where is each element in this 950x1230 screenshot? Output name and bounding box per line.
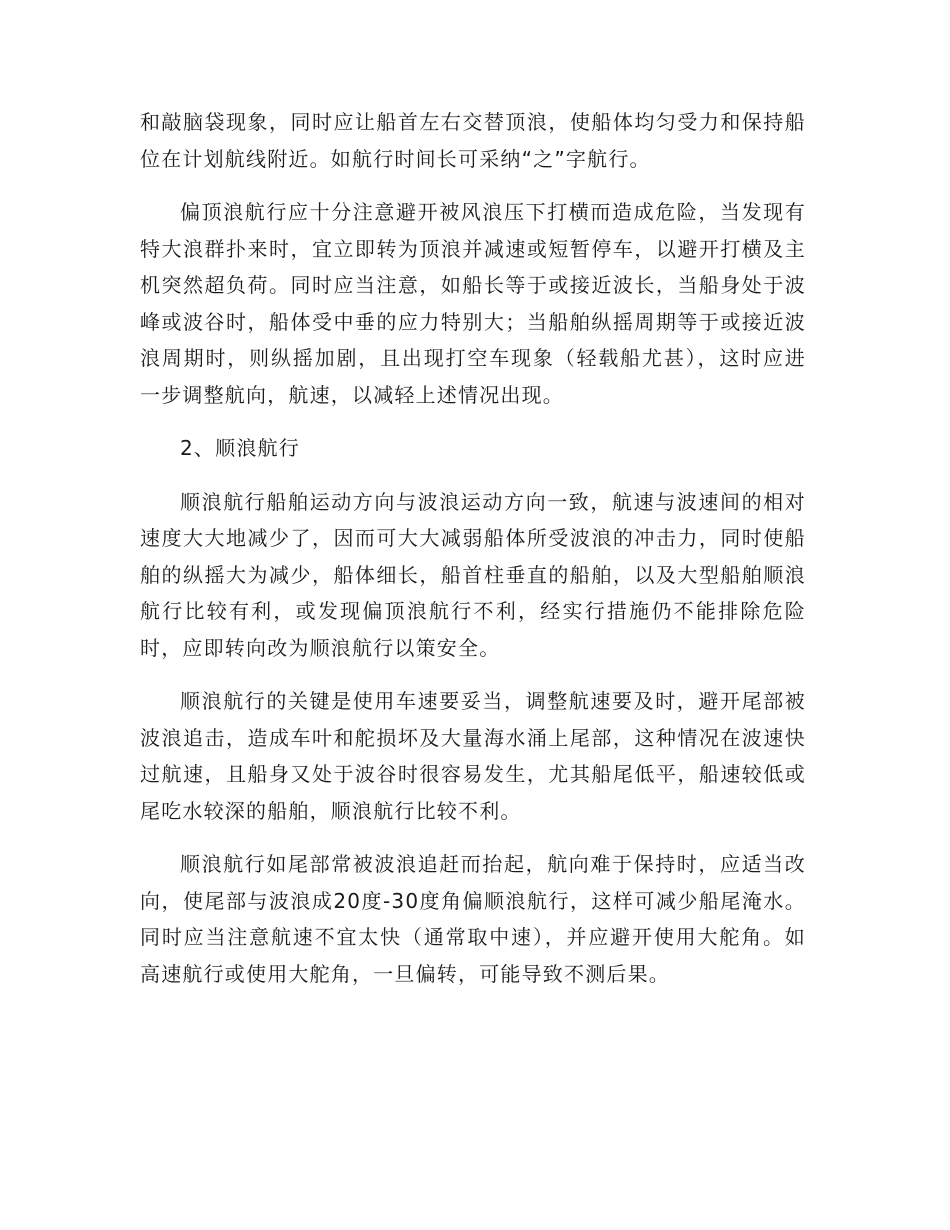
paragraph-oblique-head-sea: 偏顶浪航行应十分注意避开被风浪压下打横而造成危险，当发现有特大浪群扑来时，宜立即转为顶浪并减速或短暂停车，以避开打横及主机突然超负荷。同时应当注意，如船长等于或接近波长，当船身处于波峰或波谷时，船体受中垂的应力特别大；当船舶纵摇周期等于或接近波浪周期时，则纵摇加剧，且出现打空车现象（轻载船尤甚），这时应进一步调整航向，航速，以减轻上述情况出现。 <box>140 200 806 407</box>
paragraph-following-sea-course: 顺浪航行如尾部常被波浪追赶而抬起，航向难于保持时，应适当改向，使尾部与波浪成20度-30度角偏顺浪航行，这样可减少船尾淹水。同时应当注意航速不宜太快（通常取中速），并应避开使用大舵角。如高速航行或使用大舵角，一旦偏转，可能导致不测后果。 <box>140 852 806 986</box>
paragraph-following-sea-speed: 顺浪航行的关键是使用车速要妥当，调整航速要及时，避开尾部被波浪追击，造成车叶和舵损坏及大量海水涌上尾部，这种情况在波速快过航速，且船身又处于波谷时很容易发生，尤其船尾低平，船速较低或尾吃水较深的船舶，顺浪航行比较不利。 <box>140 689 806 823</box>
paragraph-following-sea-intro: 顺浪航行船舶运动方向与波浪运动方向一致，航速与波速间的相对速度大大地减少了，因而可大大减弱船体所受波浪的冲击力，同时使船舶的纵摇大为减少，船体细长，船首柱垂直的船舶，以及大型船舶顺浪航行比较有利，或发现偏顶浪航行不利，经实行措施仍不能排除危险时，应即转向改为顺浪航行以策安全。 <box>140 489 806 660</box>
section-heading-following-sea: 2、顺浪航行 <box>180 436 300 460</box>
document-page <box>140 104 806 1009</box>
paragraph-head-sea-continued: 和敲脑袋现象，同时应让船首左右交替顶浪，使船体均匀受力和保持船位在计划航线附近。如航行时间长可采纳“之”字航行。 <box>140 110 806 171</box>
